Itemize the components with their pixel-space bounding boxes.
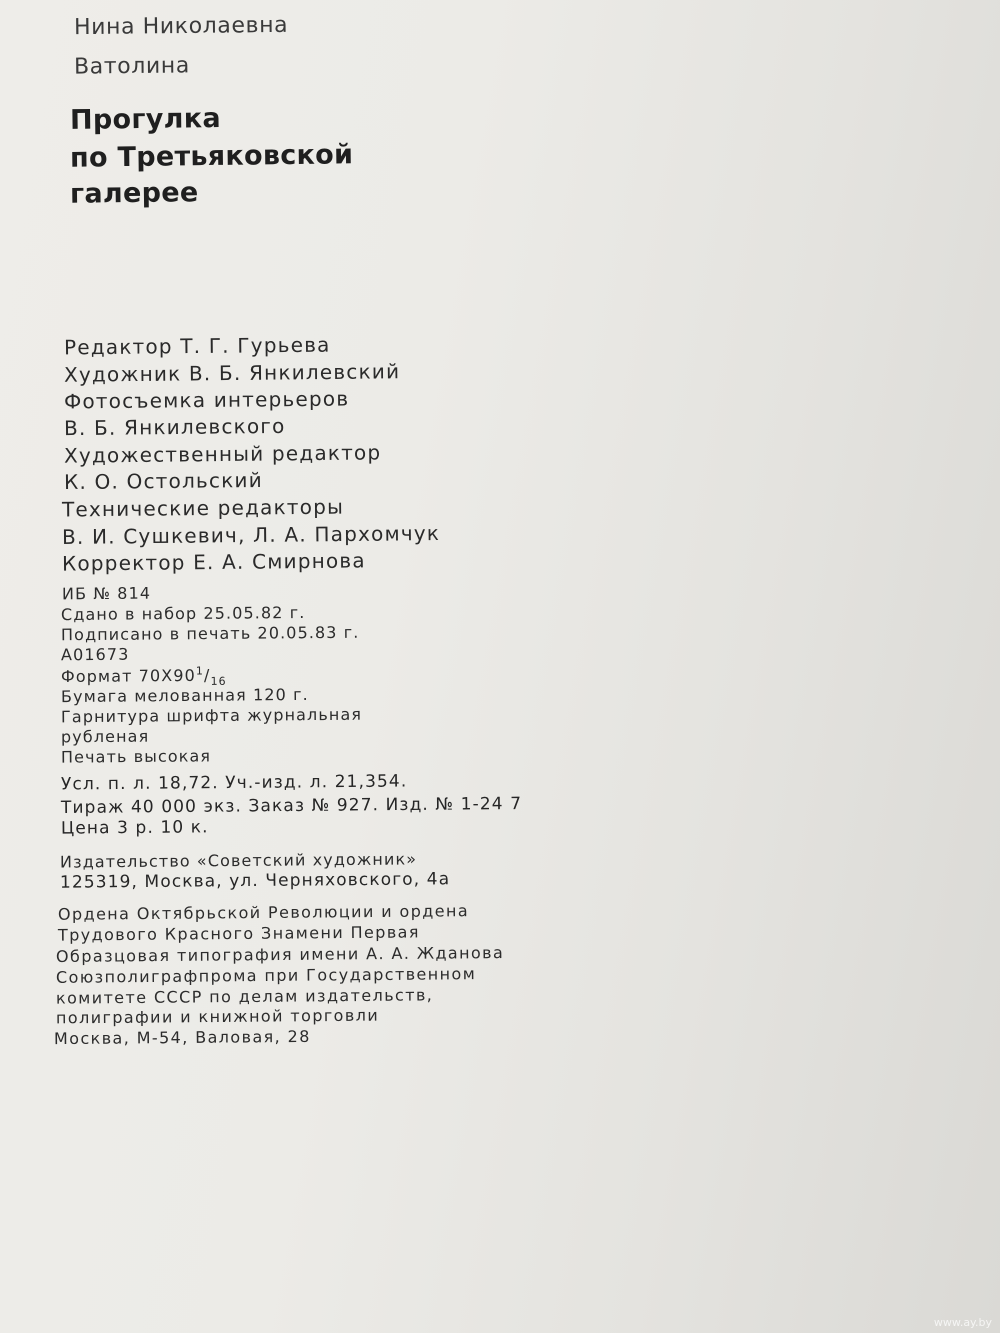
imprint-price: Цена 3 р. 10 к. — [60, 817, 209, 839]
imprint-code: А01673 — [60, 644, 130, 665]
printer-line-2: Трудового Красного Знамени Первая — [57, 922, 420, 945]
publisher-name: Издательство «Советский художник» — [59, 849, 418, 872]
imprint-format-slash: / — [203, 665, 211, 685]
printer-line-6: полиграфии и книжной торговли — [55, 1005, 380, 1028]
book-title-line-2: по Третьяковской — [69, 139, 354, 174]
author-first-name: Нина Николаевна — [73, 12, 289, 41]
author-last-name: Ватолина — [73, 53, 191, 80]
imprint-printing: Печать высокая — [60, 746, 212, 767]
printer-line-7: Москва, М-54, Валовая, 28 — [53, 1026, 311, 1049]
book-title-line-1: Прогулка — [69, 103, 222, 136]
credit-tech-editors-label: Технические редакторы — [61, 494, 345, 522]
imprint-paper: Бумага мелованная 120 г. — [60, 684, 309, 707]
imprint-submitted: Сдано в набор 25.05.82 г. — [60, 602, 306, 625]
imprint-format-text: Формат 70Х90 — [60, 665, 196, 687]
printer-line-3: Образцовая типография имени А. А. Жданова — [55, 943, 505, 966]
credit-tech-editors-names: В. И. Сушкевич, Л. А. Пархомчук — [61, 521, 441, 549]
credit-proofreader: Корректор Е. А. Смирнова — [61, 548, 366, 576]
imprint-typeface-1: Гарнитура шрифта журнальная — [60, 704, 363, 727]
imprint-format-numerator: 1 — [195, 664, 205, 678]
publisher-address: 125319, Москва, ул. Черняховского, 4а — [59, 869, 451, 893]
credit-editor: Редактор Т. Г. Гурьева — [63, 332, 331, 360]
printer-line-4: Союзполиграфпрома при Государственном — [55, 964, 477, 987]
credit-art-editor-label: Художественный редактор — [63, 440, 382, 468]
imprint-ib: ИБ № 814 — [61, 583, 152, 604]
imprint-typeface-2: рубленая — [60, 726, 150, 747]
imprint-format-denominator: 16 — [210, 674, 227, 688]
imprint-signed: Подписано в печать 20.05.83 г. — [60, 622, 360, 645]
credit-art-editor-name: К. О. Остольский — [63, 467, 263, 495]
site-watermark: www.ay.by — [933, 1316, 992, 1329]
imprint-sheets: Усл. п. л. 18,72. Уч.-изд. л. 21,354. — [60, 771, 408, 795]
book-title-line-3: галерее — [69, 177, 199, 210]
imprint-run: Тираж 40 000 экз. Заказ № 927. Изд. № 1-24 7 — [60, 793, 523, 819]
credit-photo-label: Фотосъемка интерьеров — [63, 386, 350, 414]
printer-line-1: Ордена Октябрьской Революции и ордена — [57, 901, 470, 924]
printer-line-5: комитете СССР по делам издательств, — [55, 985, 434, 1008]
credit-artist: Художник В. Б. Янкилевский — [63, 359, 401, 387]
credit-photo-name: В. Б. Янкилевского — [63, 413, 286, 441]
